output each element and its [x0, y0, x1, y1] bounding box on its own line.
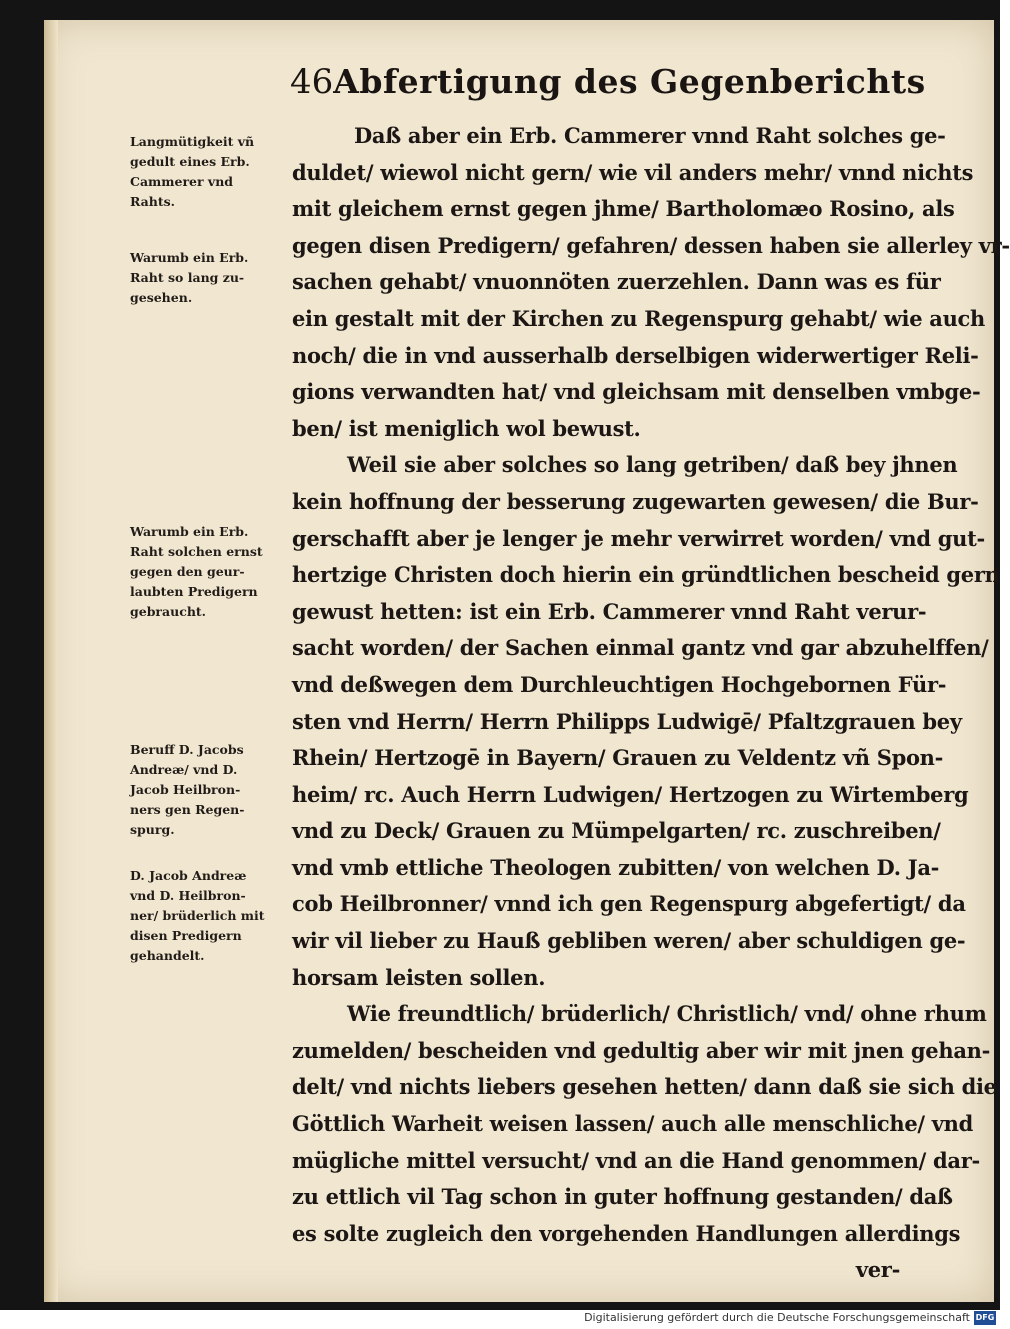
margin-note-line: Rahts.	[130, 194, 176, 209]
body-line: heim/ rc. Auch Herrn Ludwigen/ Hertzogen zu Wirtemberg	[292, 781, 969, 807]
footer-credit: Digitalisierung gefördert durch die Deutsche Forschungsgemeinschaft	[584, 1311, 970, 1324]
running-title: Abfertigung des Gegenberichts	[333, 62, 926, 101]
running-head	[290, 62, 926, 122]
body-line: ben/ ist meniglich wol bewust.	[292, 415, 641, 441]
body-line: zu ettlich vil Tag schon in guter hoffnung gestanden/ daß	[292, 1184, 953, 1210]
body-line: kein hoffnung der besserung zugewarten gewesen/ die Bur-	[292, 488, 979, 514]
body-line: delt/ vnd nichts liebers gesehen hetten/ dann daß sie sich die	[292, 1074, 997, 1100]
margin-note-line: Raht so lang zu-	[130, 270, 245, 285]
body-line: gegen disen Predigern/ gefahren/ dessen haben sie allerley vr-	[292, 232, 1010, 258]
body-line: wir vil lieber zu Hauß gebliben weren/ aber schuldigen ge-	[292, 928, 966, 954]
body-line: Göttlich Warheit weisen lassen/ auch alle menschliche/ vnd	[292, 1111, 974, 1137]
margin-note-line: Langmütigkeit vñ	[130, 134, 255, 149]
margin-note-line: ners gen Regen-	[130, 802, 245, 817]
margin-note-line: Andreæ/ vnd D.	[130, 762, 238, 777]
body-line: Daß aber ein Erb. Cammerer vnnd Raht solches ge-	[354, 123, 946, 148]
margin-note-patience	[130, 132, 295, 212]
margin-note-line: vnd D. Heilbron-	[130, 888, 246, 903]
margin-note-line: spurg.	[130, 822, 175, 837]
margin-note-line: Cammerer vnd	[130, 174, 234, 189]
margin-note-line: gegen den geur-	[130, 564, 245, 579]
margin-note-line: Jacob Heilbron-	[130, 782, 241, 797]
body-line: mügliche mittel versucht/ vnd an die Hand genommen/ dar-	[292, 1147, 980, 1173]
page-gutter-edge	[44, 20, 58, 1302]
margin-note-line: gedult eines Erb.	[130, 154, 250, 169]
body-line: es solte zugleich den vorgehenden Handlungen allerdings	[292, 1220, 961, 1246]
body-line: cob Heilbronner/ vnnd ich gen Regenspurg abgefertigt/ da	[292, 891, 966, 917]
margin-note-line: Warumb ein Erb.	[130, 524, 249, 539]
body-line: gewust hetten: ist ein Erb. Cammerer vnnd Raht verur-	[292, 598, 927, 624]
body-line: gerschafft aber je lenger je mehr verwirret worden/ vnd gut-	[292, 525, 985, 551]
margin-note-brotherly	[130, 866, 295, 966]
body-line: ein gestalt mit der Kirchen zu Regenspurg gehabt/ wie auch	[292, 305, 986, 331]
body-line: sten vnd Herrn/ Herrn Philipps Ludwigē/ Pfaltzgrauen bey	[292, 708, 962, 734]
body-line: hertzige Christen doch hierin ein gründtlichen bescheid gern	[292, 562, 1000, 588]
margin-note-line: gehandelt.	[130, 948, 205, 963]
margin-note-summons	[130, 740, 295, 840]
body-line: Rhein/ Hertzogē in Bayern/ Grauen zu Veldentz vñ Spon-	[292, 745, 944, 771]
body-line: sacht worden/ der Sachen einmal gantz vnd gar abzuhelffen/	[292, 635, 989, 661]
margin-note-line: laubten Predigern	[130, 584, 258, 599]
margin-note-why-tolerated	[130, 248, 295, 308]
body-text	[292, 118, 1010, 1289]
body-line: noch/ die in vnd ausserhalb derselbigen widerwertiger Reli-	[292, 342, 979, 368]
dfg-logo-icon: DFG	[974, 1311, 996, 1325]
body-line: vnd vmb ettliche Theologen zubitten/ von welchen D. Ja-	[292, 854, 940, 880]
body-line: duldet/ wiewol nicht gern/ wie vil anders mehr/ vnnd nichts	[292, 159, 974, 185]
body-line: Wie freundtlich/ brüderlich/ Christlich/ vnd/ ohne rhum	[347, 1001, 987, 1027]
body-line: vnd zu Deck/ Grauen zu Mümpelgarten/ rc. zuschreiben/	[292, 818, 941, 844]
margin-note-line: Beruff D. Jacobs	[130, 742, 244, 757]
margin-note-line: D. Jacob Andreæ	[130, 868, 247, 883]
page-number: 46	[290, 62, 334, 102]
body-line: mit gleichem ernst gegen jhme/ Bartholomæo Rosino, als	[292, 196, 955, 222]
body-line: horsam leisten sollen.	[292, 964, 546, 990]
margin-note-line: disen Predigern	[130, 928, 242, 943]
margin-note-line: gesehen.	[130, 290, 193, 305]
margin-note-line: gebraucht.	[130, 604, 207, 619]
margin-note-line: Warumb ein Erb.	[130, 250, 249, 265]
body-line: gions verwandten hat/ vnd gleichsam mit denselben vmbge-	[292, 379, 981, 405]
margin-note-line: ner/ brüderlich mit	[130, 908, 265, 923]
body-line: Weil sie aber solches so lang getriben/ daß bey jhnen	[347, 452, 958, 478]
body-line: vnd deßwegen dem Durchleuchtigen Hochgebornen Für-	[292, 671, 947, 697]
margin-note-line: Raht solchen ernst	[130, 544, 263, 559]
body-line: zumelden/ bescheiden vnd gedultig aber wir mit jnen gehan-	[292, 1037, 991, 1063]
catchword: ver-	[855, 1257, 900, 1283]
margin-note-why-earnest	[130, 522, 295, 622]
body-line: sachen gehabt/ vnuonnöten zuerzehlen. Dann was es für	[292, 269, 941, 295]
